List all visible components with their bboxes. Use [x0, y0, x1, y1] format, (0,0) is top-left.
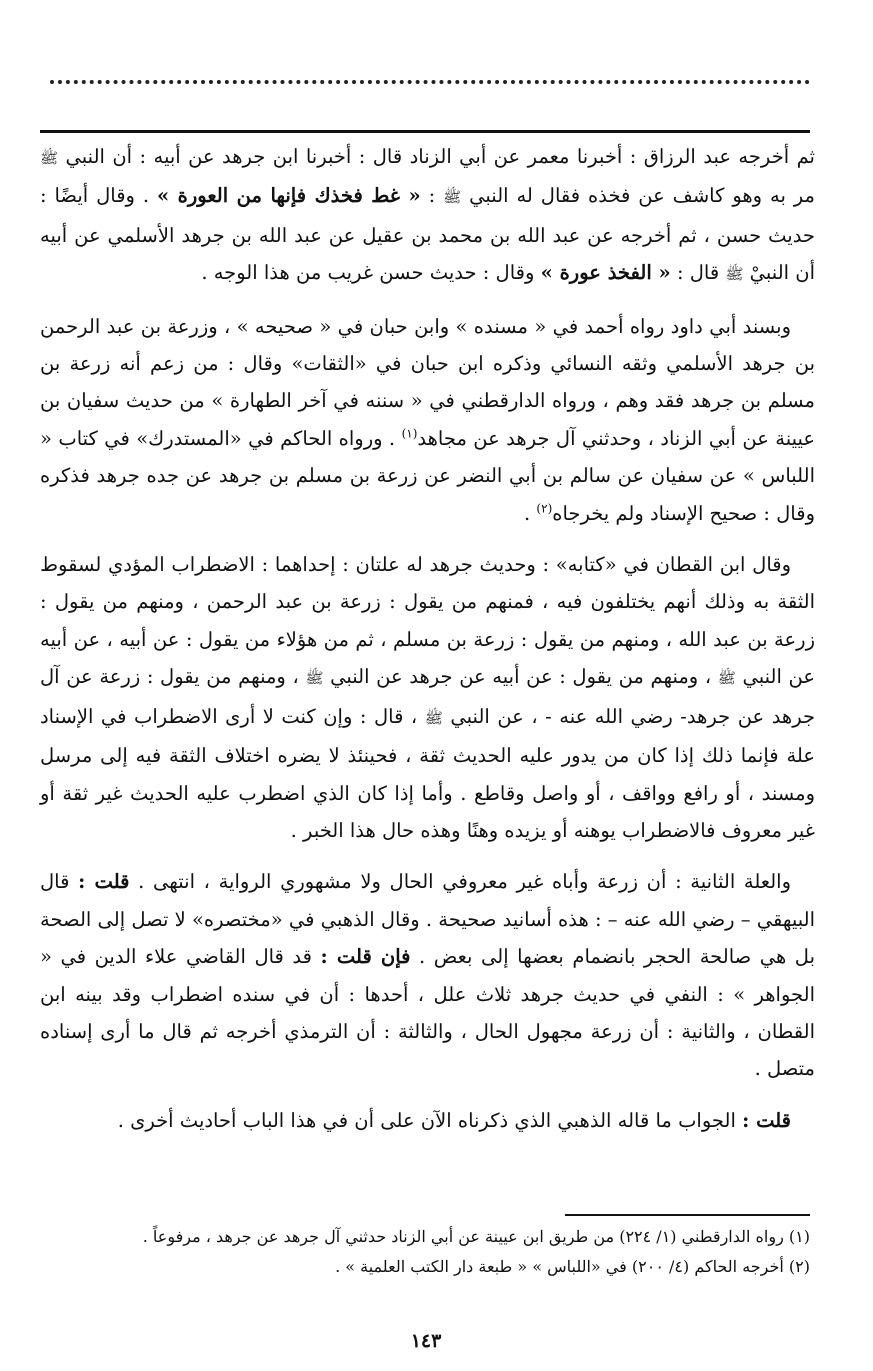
- main-text: [40, 138, 815, 1153]
- salla-glyph: ﷺ: [717, 669, 736, 688]
- footnote-ref-1: (١): [401, 426, 418, 441]
- paragraph-3: [40, 546, 815, 849]
- qult-label: قلت :: [742, 1108, 791, 1132]
- text-span: . وقال أيضًا : حديث حسن ، ثم أخرجه عن عبد الله بن محمد بن عقيل عن عبد الله بن جرهد الأسلمي عن أبيه أن النبيْ: [40, 184, 815, 285]
- hadith-quote: « غط فخذك فإنها من العورة »: [156, 184, 421, 208]
- text-span: :: [428, 184, 436, 208]
- salla-glyph: ﷺ: [40, 149, 59, 167]
- text-span: ، ومنهم من يقول : عن أبيه عن جرهد عن النبي: [330, 665, 712, 689]
- footnote-rule: [565, 1214, 810, 1216]
- text-span: الجواب ما قاله الذهبي الذي ذكرناه الآن على أن في هذا الباب أحاديث أخرى .: [117, 1108, 736, 1132]
- text-span: ، ومنهم من يقول : زرعة عن آل جرهد عن جرهد- رضي الله عنه - ، عن النبي: [40, 665, 816, 728]
- paragraph-4: [40, 863, 815, 1087]
- text-span: . ورواه الحاكم في «المستدرك» في كتاب « اللباس » عن سفيان عن سالم بن أبي النضر عن زرعة بن مسلم بن جرهد عن جده جرهد فذكره وقال : صحيح الإسناد ولم يخرجاه: [40, 426, 815, 525]
- text-span: .: [524, 501, 531, 525]
- header-dotted-line: [50, 80, 810, 84]
- text-span: قال :: [676, 261, 720, 285]
- paragraph-2: [40, 308, 815, 532]
- text-span: مر به وهو كاشف عن فخذه فقال له النبي: [469, 184, 816, 208]
- footnote-ref-2: (٢): [536, 501, 553, 516]
- text-span: وبسند أبي داود رواه أحمد في « مسنده » وابن حبان في « صحيحه » ، وزرعة بن عبد الرحمن بن جرهد الأسلمي وثقه النسائي وذكره ابن حبان في «الثقات» وقال : من زعم أنه زرعة بن مسلم بن جرهد فقد وهم ، ورواه الدارقطني في « سننه في آخر الطهارة » من حديث سفيان بن عيينة عن أبي الزناد ، وحدثني آل جرهد عن مجاهد: [40, 314, 816, 450]
- text-span: وقال : حديث حسن غريب من هذا الوجه .: [201, 261, 535, 285]
- footnote-2: (٢) أخرجه الحاكم (٤/ ٢٠٠) في «اللباس » « طبعة دار الكتب العلمية » .: [335, 1257, 810, 1276]
- paragraph-1: [40, 138, 815, 294]
- salla-glyph: ﷺ: [424, 708, 443, 727]
- hadith-quote: « الفخذ عورة »: [540, 261, 671, 285]
- qult-label: قلت :: [78, 870, 130, 894]
- text-span: قال البيهقي – رضي الله عنه – : هذه أسانيد صحيحة . وقال الذهبي في «مختصره» لا تصل إلى الصحة بل هي صالحة الحجر بانضمام بعضها إلى بعض .: [40, 870, 816, 969]
- footnote-1: (١) رواه الدارقطني (١/ ٢٢٤) من طريق ابن عيينة عن أبي الزناد حدثني آل جرهد عن جرهد ، مرفوعاً .: [142, 1227, 810, 1246]
- page-number: ١٤٣: [410, 1330, 442, 1352]
- salla-glyph: ﷺ: [725, 265, 744, 284]
- salla-glyph: ﷺ: [305, 669, 324, 688]
- salla-glyph: ﷺ: [443, 188, 462, 207]
- qult-label: فإن قلت :: [320, 945, 411, 969]
- footnotes: [40, 1222, 810, 1282]
- paragraph-5: [40, 1102, 815, 1139]
- text-span: ثم أخرجه عبد الرزاق : أخبرنا معمر عن أبي الزناد قال : أخبرنا ابن جرهد عن أبيه : أن النبي: [65, 145, 815, 168]
- text-span: ، قال : وإن كنت لا أرى الاضطراب في الإسناد علة فإنما ذلك إذا كان من يدور عليه الحديث ثقة ، فحينئذ لا يضره اختلاف الثقة فيه إلى مرسل ومسند ، أو رافع وواقف ، أو واصل وقاطع . وأما إذا كان الذي اضطرب عليه الحديث غير ثقة أو غير معروف فالاضطراب يوهنه أو يزيده وهنًا وهذه حال هذا الخبر .: [40, 704, 815, 842]
- header-rule: [40, 130, 810, 133]
- text-span: وقال ابن القطان في «كتابه» : وحديث جرهد له علتان : إحداهما : الاضطراب المؤدي لسقوط الثقة به وذلك أنهم يختلفون فيه ، فمنهم من يقول : زرعة بن عبد الرحمن ، ومنهم من يقول : زرعة بن عبد الله ، ومنهم من يقول : زرعة بن مسلم ، ثم من هؤلاء من يقول : عن أبيه ، عن أبيه عن النبي: [40, 553, 815, 689]
- text-span: والعلة الثانية : أن زرعة وأباه غير معروفي الحال ولا مشهوري الرواية ، انتهى .: [138, 870, 791, 894]
- text-span: قد قال القاضي علاء الدين في « الجواهر » : النفي في حديث جرهد ثلاث علل ، أحدها : أن في سنده اضطراب وقد بينه ابن القطان ، والثانية : أن زرعة مجهول الحال ، والثالثة : أن الترمذي أخرجه ثم قال ما أرى إسناده متصل .: [40, 945, 815, 1081]
